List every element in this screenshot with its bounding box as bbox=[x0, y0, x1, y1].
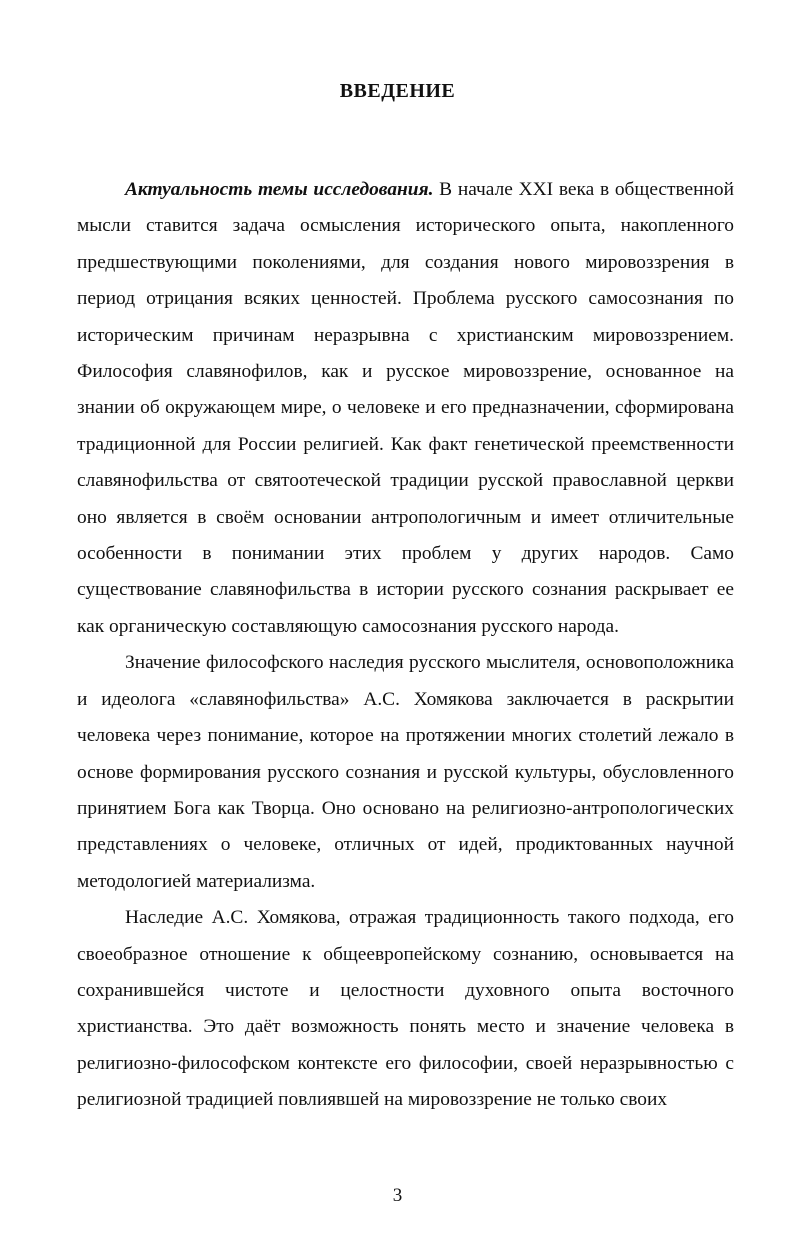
paragraph-significance bbox=[77, 645, 734, 900]
paragraph-text: В начале XXI века в общественной мысли ставится задача осмысления исторического опыта, накопленного предшествующими поколениями, для создания нового мировоззрения в период отрицания всяких ценностей. Проблема русского самосознания по историческим причинам неразрывна с христианским мировоззрением. Философия славянофилов, как и русское мировоззрение, основанное на знании об окружающем мире, о человеке и его предназначении, сформирована традиционной для России религией. Как факт генетической преемственности славянофильства от святоотеческой традиции русской православной церкви оно является в своём основании антропологичным и имеет отличительные особенности в понимании этих проблем у других народов. Само существование славянофильства в истории русского сознания раскрывает ее как органическую составляющую самосознания русского народа. bbox=[77, 179, 734, 637]
body-text bbox=[77, 172, 734, 1119]
paragraph-lead: Актуальность темы исследования. bbox=[125, 179, 434, 200]
page-number: 3 bbox=[392, 1185, 403, 1206]
paragraph-text: Наследие А.С. Хомякова, отражая традиционность такого подхода, его своеобразное отношение к общеевропейскому сознанию, основывается на сохранившейся чистоте и целостности духовного опыта восточного христианства. Это даёт возможность понять место и значение человека в религиозно-философском контексте его философии, своей неразрывностью с религиозной традицией повлиявшей на мировоззрение не только своих bbox=[77, 907, 734, 1111]
paragraph-text: Значение философского наследия русского мыслителя, основоположника и идеолога «славянофильства» А.С. Хомякова заключается в раскрытии человека через понимание, которое на протяжении многих столетий лежало в основе формирования русского сознания и русской культуры, обусловленного принятием Бога как Творца. Оно основано на религиозно-антропологических представлениях о человеке, отличных от идей, продиктованных научной методологией материализма. bbox=[77, 652, 734, 892]
page-title: ВВЕДЕНИЕ bbox=[339, 80, 456, 102]
paragraph-legacy bbox=[77, 900, 734, 1118]
paragraph-relevance bbox=[77, 172, 734, 645]
